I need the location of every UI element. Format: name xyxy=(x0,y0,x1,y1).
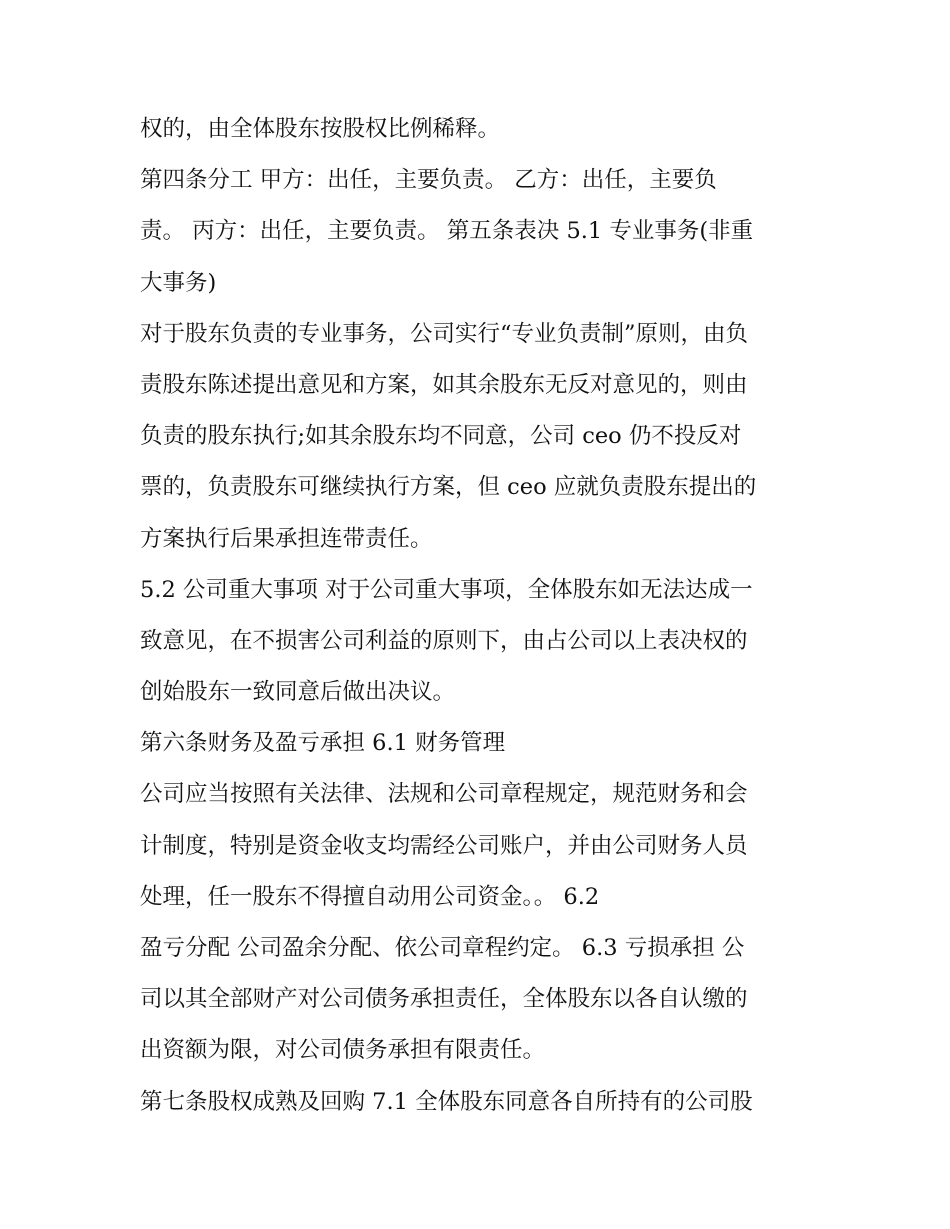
text-line: 权的，由全体股东按股权比例稀释。 xyxy=(140,116,501,142)
text-line: 司以其全部财产对公司债务承担责任，全体股东以各自认缴的 xyxy=(140,986,748,1013)
paragraph-financial-management xyxy=(140,769,812,923)
paragraph-dilution xyxy=(140,104,812,155)
text-line: 出资额为限，对公司债务承担有限责任。 xyxy=(140,1037,546,1064)
text-line: 对于股东负责的专业事务，公司实行“专业负责制”原则，由负 xyxy=(140,320,749,347)
text-line: 5.2 公司重大事项 对于公司重大事项，全体股东如无法达成一 xyxy=(140,576,753,603)
text-line: 票的，负责股东可继续执行方案，但 ceo 应就负责股东提出的 xyxy=(140,474,757,501)
paragraph-profit-loss xyxy=(140,923,812,1077)
text-line: 方案执行后果承担连带责任。 xyxy=(140,525,433,552)
document-page xyxy=(140,104,812,1128)
text-line: 第四条分工 甲方：出任，主要负责。 乙方：出任，主要负 xyxy=(140,167,717,194)
text-line: 处理，任一股东不得擅自动用公司资金。。 6.2 xyxy=(140,883,600,910)
text-line: 盈亏分配 公司盈余分配、依公司章程约定。 6.3 亏损承担 公 xyxy=(140,935,745,961)
text-line: 致意见，在不损害公司利益的原则下，由占公司以上表决权的 xyxy=(140,627,748,654)
text-line: 大事务) xyxy=(140,269,217,296)
paragraph-professional-responsibility xyxy=(140,309,812,565)
paragraph-major-matters xyxy=(140,565,812,719)
paragraph-article-7-vesting xyxy=(140,1077,812,1128)
text-line: 计制度，特别是资金收支均需经公司账户，并由公司财务人员 xyxy=(140,832,748,859)
paragraph-article-6-heading xyxy=(140,718,812,769)
text-line: 公司应当按照有关法律、法规和公司章程规定，规范财务和会 xyxy=(140,781,748,808)
text-line: 负责的股东执行;如其余股东均不同意，公司 ceo 仍不投反对 xyxy=(140,423,742,450)
text-line: 责股东陈述提出意见和方案，如其余股东无反对意见的，则由 xyxy=(140,371,748,398)
text-line: 第六条财务及盈亏承担 6.1 财务管理 xyxy=(140,730,506,757)
text-line: 创始股东一致同意后做出决议。 xyxy=(140,679,456,706)
paragraph-article-4-division xyxy=(140,155,812,309)
text-line: 责。 丙方：出任，主要负责。 第五条表决 5.1 专业事务(非重 xyxy=(140,218,754,245)
text-line: 第七条股权成熟及回购 7.1 全体股东同意各自所持有的公司股 xyxy=(140,1088,753,1115)
